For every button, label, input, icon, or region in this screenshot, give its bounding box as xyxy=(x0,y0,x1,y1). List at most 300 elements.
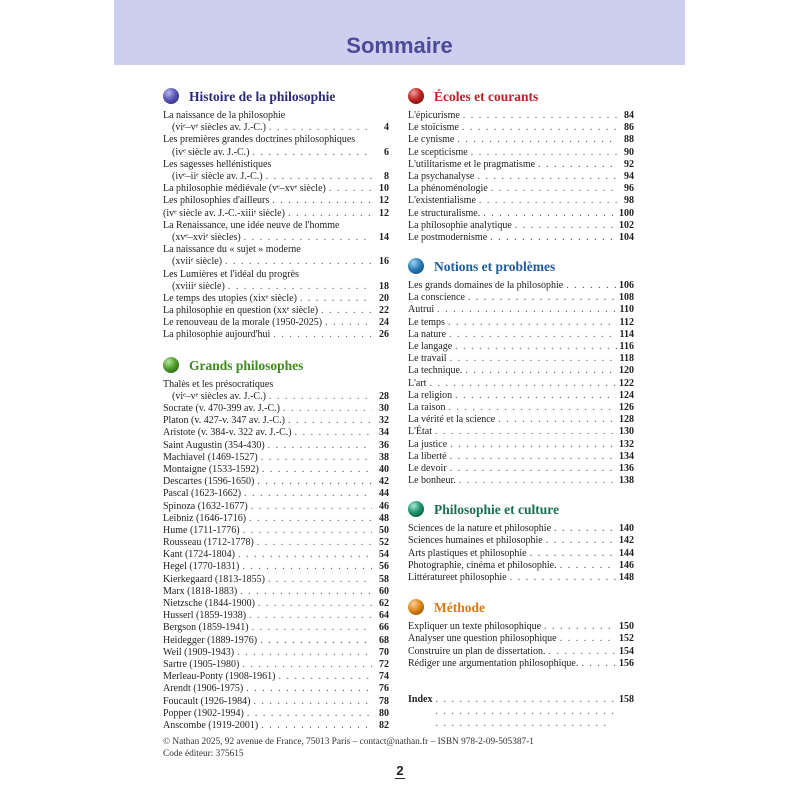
toc-section xyxy=(408,86,634,244)
toc-entry-title: La raison xyxy=(408,401,446,413)
toc-entry[interactable] xyxy=(163,110,389,134)
toc-entry-title: La phénoménologie xyxy=(408,183,488,195)
toc-entry-title: Le postmodernisme xyxy=(408,231,488,243)
toc-entry-title: Arendt (1906-1975) xyxy=(163,683,244,695)
toc-entry[interactable] xyxy=(163,683,389,695)
section-title: Grands philosophes xyxy=(189,357,304,373)
toc-entry[interactable] xyxy=(163,598,389,610)
section-spacer xyxy=(163,342,389,355)
toc-page-number: 26 xyxy=(379,329,389,341)
toc-entry-title: Aristote (v. 384-v. 322 av. J.-C.) xyxy=(163,427,292,439)
toc-entry[interactable] xyxy=(163,293,389,305)
dot-leader xyxy=(530,548,616,560)
toc-entry-title: Rousseau (1712-1778) xyxy=(163,537,254,549)
toc-entry[interactable] xyxy=(163,708,389,720)
toc-entry[interactable] xyxy=(408,353,634,365)
toc-entry-title: La naissance du « sujet » moderne xyxy=(163,244,301,256)
toc-entry[interactable] xyxy=(163,415,389,427)
dot-leader xyxy=(429,378,616,390)
dot-leader xyxy=(244,488,372,500)
toc-entry-title: Spinoza (1632-1677) xyxy=(163,500,248,512)
dot-leader xyxy=(242,561,372,573)
toc-entry[interactable] xyxy=(408,535,634,547)
dot-leader xyxy=(251,501,372,513)
toc-entry[interactable] xyxy=(163,208,389,220)
toc-entry[interactable] xyxy=(163,488,389,500)
green-ball-icon xyxy=(163,357,179,373)
toc-entry[interactable] xyxy=(163,427,389,439)
toc-entry-title: Marx (1818-1883) xyxy=(163,585,238,597)
toc-entry-list xyxy=(408,280,634,487)
toc-page-number: 88 xyxy=(624,134,634,146)
toc-page-number: 12 xyxy=(379,207,389,219)
dot-leader xyxy=(435,694,616,730)
toc-entry-list xyxy=(163,379,389,732)
toc-entry-title: Descartes (1596-1650) xyxy=(163,476,255,488)
toc-page-number: 130 xyxy=(619,426,634,438)
toc-page-number: 54 xyxy=(379,549,389,561)
toc-entry-title: (ivᵉ siècle av. J.-C.) xyxy=(172,146,250,158)
toc-page-number: 64 xyxy=(379,610,389,622)
toc-entry[interactable] xyxy=(408,646,634,658)
toc-entry-title: Le bonheur. xyxy=(408,475,456,487)
toc-entry[interactable] xyxy=(408,390,634,402)
toc-entry[interactable] xyxy=(163,513,389,525)
toc-entry[interactable] xyxy=(163,537,389,549)
toc-page-number: 6 xyxy=(384,146,389,158)
toc-entry[interactable] xyxy=(408,122,634,134)
dot-leader xyxy=(455,390,616,402)
toc-page-number: 86 xyxy=(624,122,634,134)
page-title: Sommaire xyxy=(346,33,453,58)
dot-leader xyxy=(268,440,372,452)
toc-entry[interactable] xyxy=(163,317,389,329)
toc-page-number: 124 xyxy=(619,389,634,401)
toc-entry[interactable] xyxy=(408,159,634,171)
toc-section xyxy=(163,86,389,342)
section-spacer xyxy=(408,487,634,499)
toc-page-number: 36 xyxy=(379,439,389,451)
dot-leader xyxy=(483,208,616,220)
toc-entry-title: Littératureet philosophie xyxy=(408,572,507,583)
toc-page-number: 58 xyxy=(379,573,389,585)
dot-leader xyxy=(329,183,372,195)
dot-leader xyxy=(268,574,372,586)
toc-entry-title: Les sagesses hellénistiques xyxy=(163,158,272,170)
toc-page-number: 126 xyxy=(619,401,634,413)
toc-entry-title: Les premières grandes doctrines philosophiques xyxy=(163,134,356,146)
toc-page-number: 32 xyxy=(379,415,389,427)
header-band xyxy=(114,0,685,65)
toc-entry-title: Le structuralisme. xyxy=(408,207,481,219)
toc-entry-title: Le temps xyxy=(408,316,445,328)
toc-entry[interactable] xyxy=(408,110,634,122)
toc-entry[interactable] xyxy=(408,171,634,183)
dot-leader xyxy=(450,463,616,475)
toc-entry-title: Sartre (1905-1980) xyxy=(163,658,240,670)
toc-entry[interactable] xyxy=(408,475,634,487)
toc-entry[interactable] xyxy=(408,208,634,220)
toc-entry[interactable] xyxy=(408,402,634,414)
toc-entry[interactable] xyxy=(408,134,634,146)
toc-entry-title: Le langage xyxy=(408,341,453,352)
dot-leader xyxy=(278,671,372,683)
toc-entry-title: Popper (1902-1994) xyxy=(163,707,244,719)
toc-page-number: 148 xyxy=(619,572,634,583)
dot-leader xyxy=(479,195,617,207)
toc-entry-title: La philosophie analytique xyxy=(408,219,512,231)
toc-entry[interactable] xyxy=(408,329,634,341)
right-column xyxy=(408,86,634,730)
toc-entry-title: Sciences humaines et philosophie xyxy=(408,535,543,547)
toc-entry[interactable] xyxy=(163,647,389,659)
publisher-code-line: Code éditeur: 375615 xyxy=(163,748,244,759)
toc-page-number: 118 xyxy=(619,353,634,365)
page-number xyxy=(0,763,800,778)
toc-entry-title: (xviiiᵉ siècle) xyxy=(172,280,225,292)
toc-entry-title: La justice xyxy=(408,438,448,450)
section-heading xyxy=(408,597,634,619)
toc-entry[interactable] xyxy=(163,183,389,195)
toc-page-number: 28 xyxy=(379,390,389,402)
toc-page-number: 60 xyxy=(379,585,389,597)
toc-page-number: 84 xyxy=(624,110,634,121)
toc-page-number: 154 xyxy=(619,645,634,657)
dot-leader xyxy=(448,317,617,329)
toc-entry-title: La liberté xyxy=(408,450,447,462)
dot-leader xyxy=(257,476,372,488)
dot-leader xyxy=(260,635,372,647)
toc-page-number: 152 xyxy=(619,633,634,645)
toc-section xyxy=(408,256,634,487)
toc-page-number: 20 xyxy=(379,292,389,304)
dot-leader xyxy=(560,633,616,645)
section-spacer xyxy=(408,584,634,597)
toc-entry-title: Nietzsche (1844-1900) xyxy=(163,598,255,610)
toc-page-number: 68 xyxy=(379,634,389,646)
toc-entry-title: Kant (1724-1804) xyxy=(163,549,235,561)
toc-entry-title: Les philosophies d'ailleurs xyxy=(163,195,270,207)
toc-entry-title: Le renouveau de la morale (1950-2025) xyxy=(163,317,323,329)
toc-page-number: 22 xyxy=(379,305,389,317)
dot-leader xyxy=(465,365,616,377)
toc-entry-title: (xvᵉ–xviᵉ siècles) xyxy=(172,231,241,243)
dot-leader xyxy=(252,622,372,634)
dot-leader xyxy=(548,646,616,658)
orange-ball-icon xyxy=(408,599,424,615)
dot-leader xyxy=(228,281,372,293)
toc-entry[interactable] xyxy=(408,304,634,316)
toc-entry[interactable] xyxy=(408,220,634,232)
toc-page-number: 40 xyxy=(379,463,389,475)
toc-page-number: 44 xyxy=(379,488,389,500)
toc-entry[interactable] xyxy=(408,365,634,377)
blue-ball-icon xyxy=(408,258,424,274)
toc-entry-title: (viᵉ–vᵉ siècles av. J.-C.) xyxy=(172,390,266,402)
toc-entry[interactable] xyxy=(408,439,634,451)
toc-entry-title: Kierkegaard (1813-1855) xyxy=(163,573,265,585)
section-spacer xyxy=(408,670,634,694)
toc-entry[interactable] xyxy=(163,244,389,268)
toc-entry[interactable] xyxy=(163,622,389,634)
toc-entry-title: La philosophie médiévale (vᵉ–xvᵉ siècle) xyxy=(163,183,326,195)
toc-entry[interactable] xyxy=(163,659,389,671)
toc-entry-title: La psychanalyse xyxy=(408,170,475,182)
toc-page-number: 34 xyxy=(379,427,389,439)
toc-entry[interactable] xyxy=(163,671,389,683)
dot-leader xyxy=(546,535,616,547)
dot-leader xyxy=(544,621,616,633)
toc-page-number: 156 xyxy=(619,657,634,669)
section-title: Écoles et courants xyxy=(434,89,539,104)
dot-leader xyxy=(262,464,372,476)
toc-entry[interactable] xyxy=(163,610,389,622)
dot-leader xyxy=(237,647,372,659)
toc-entry-title: Construire un plan de dissertation. xyxy=(408,645,546,657)
toc-page-number: 4 xyxy=(384,122,389,134)
dot-leader xyxy=(273,329,372,341)
toc-page-number: 108 xyxy=(619,292,634,304)
toc-entry[interactable] xyxy=(163,635,389,647)
toc-entry[interactable] xyxy=(408,232,634,244)
toc-entry[interactable] xyxy=(163,134,389,158)
toc-page-number: 48 xyxy=(379,512,389,524)
toc-entry[interactable] xyxy=(408,523,634,535)
toc-entry[interactable] xyxy=(408,414,634,426)
toc-entry[interactable] xyxy=(163,464,389,476)
toc-entry-title: Le cynisme xyxy=(408,134,455,146)
dot-leader xyxy=(249,610,372,622)
index-label: Index xyxy=(408,693,433,705)
toc-section xyxy=(408,499,634,584)
dot-leader xyxy=(566,280,616,292)
section-heading xyxy=(408,256,634,278)
toc-entry-title: Bergson (1859-1941) xyxy=(163,622,249,634)
toc-entry-title: Hume (1711-1776) xyxy=(163,524,240,536)
section-heading xyxy=(163,355,389,377)
toc-page-number: 128 xyxy=(619,414,634,426)
toc-entry[interactable] xyxy=(163,501,389,513)
toc-entry[interactable] xyxy=(408,183,634,195)
toc-entry-title: La Renaissance, une idée neuve de l'homme xyxy=(163,219,340,231)
dot-leader xyxy=(244,232,372,244)
toc-entry[interactable] xyxy=(163,452,389,464)
toc-page-number: 144 xyxy=(619,547,634,559)
toc-entry-title: Sciences de la nature et philosophie xyxy=(408,523,552,535)
dot-leader xyxy=(288,208,372,220)
toc-entry-index[interactable] xyxy=(408,694,634,730)
toc-entry[interactable] xyxy=(163,220,389,244)
section-title: Histoire de la philosophie xyxy=(189,89,336,104)
toc-entry-title: Le temps des utopies (xixᵉ siècle) xyxy=(163,292,297,304)
toc-page-number: 78 xyxy=(379,695,389,707)
toc-entry-title: Weil (1909-1943) xyxy=(163,646,235,658)
toc-entry-title: L'art xyxy=(408,377,427,389)
toc-entry[interactable] xyxy=(408,548,634,560)
dot-leader xyxy=(257,537,372,549)
toc-entry-title: Leibniz (1646-1716) xyxy=(163,512,247,524)
dot-leader xyxy=(437,304,616,316)
toc-entry-title: (xviiᵉ siècle) xyxy=(172,256,223,268)
toc-entry[interactable] xyxy=(163,549,389,561)
toc-page-number: 116 xyxy=(619,341,634,352)
toc-page-number: 92 xyxy=(624,158,634,170)
dot-leader xyxy=(261,452,372,464)
toc-entry-title: L'utilitarisme et le pragmatisme xyxy=(408,158,536,170)
dot-leader xyxy=(449,402,617,414)
toc-entry-list xyxy=(408,621,634,670)
toc-entry[interactable] xyxy=(163,195,389,207)
toc-entry[interactable] xyxy=(163,305,389,317)
dot-leader xyxy=(246,683,372,695)
index-page-number: 158 xyxy=(619,693,634,705)
toc-entry[interactable] xyxy=(163,696,389,708)
dot-leader xyxy=(450,439,616,451)
toc-entry-title: Arts plastiques et philosophie xyxy=(408,547,527,559)
toc-page-number: 96 xyxy=(624,183,634,195)
toc-page-number: 12 xyxy=(379,195,389,207)
dot-leader xyxy=(457,134,617,146)
toc-entry-title: (viᵉ–vᵉ siècles av. J.-C.) xyxy=(172,122,266,134)
toc-entry-title: Husserl (1859-1938) xyxy=(163,610,247,622)
toc-entry[interactable] xyxy=(163,561,389,573)
toc-page-number: 70 xyxy=(379,646,389,658)
toc-entry[interactable] xyxy=(408,280,634,292)
toc-entry[interactable] xyxy=(408,572,634,584)
toc-entry[interactable] xyxy=(408,463,634,475)
toc-entry-list xyxy=(163,110,389,342)
toc-entry[interactable] xyxy=(408,341,634,353)
toc-page-number: 106 xyxy=(619,280,634,292)
toc-entry[interactable] xyxy=(163,476,389,488)
toc-entry-title: Foucault (1926-1984) xyxy=(163,695,251,707)
toc-page-number: 138 xyxy=(619,475,634,487)
toc-entry[interactable] xyxy=(163,574,389,586)
section-heading xyxy=(163,86,389,108)
dot-leader xyxy=(249,513,372,525)
dot-leader xyxy=(254,696,373,708)
dot-leader xyxy=(240,586,372,598)
toc-page-number: 98 xyxy=(624,195,634,207)
toc-entry[interactable] xyxy=(408,451,634,463)
dot-leader xyxy=(269,391,372,403)
toc-entry[interactable] xyxy=(408,560,634,572)
toc-page-number: 50 xyxy=(379,524,389,536)
toc-page-number: 38 xyxy=(379,451,389,463)
dot-leader xyxy=(498,414,616,426)
dot-leader xyxy=(435,426,616,438)
dot-leader xyxy=(462,122,617,134)
toc-entry[interactable] xyxy=(408,633,634,645)
section-title: Philosophie et culture xyxy=(434,502,560,518)
toc-entry-title: Socrate (v. 470-399 av. J.-C.) xyxy=(163,403,281,415)
toc-entry-title: (ivᵉ siècle av. J.-C.-xiiiᵉ siècle) xyxy=(163,207,285,219)
toc-entry[interactable] xyxy=(163,269,389,293)
toc-page-number: 102 xyxy=(619,219,634,231)
dot-leader xyxy=(450,353,617,365)
toc-entry-list xyxy=(408,523,634,584)
toc-entry[interactable] xyxy=(163,586,389,598)
toc-page-number: 114 xyxy=(619,328,634,340)
toc-page-number: 56 xyxy=(379,561,389,573)
toc-entry-title: Anscombe (1919-2001) xyxy=(163,719,259,731)
toc-entry-title: Machiavel (1469-1527) xyxy=(163,451,258,463)
toc-entry[interactable] xyxy=(408,621,634,633)
toc-section xyxy=(408,597,634,670)
toc-entry-title: Hegel (1770-1831) xyxy=(163,561,240,573)
toc-page-number: 24 xyxy=(379,317,389,329)
dot-leader xyxy=(538,159,617,171)
dot-leader xyxy=(300,293,372,305)
dot-leader xyxy=(510,572,616,584)
toc-entry[interactable] xyxy=(408,658,634,670)
toc-entry-title: Photographie, cinéma et philosophie. xyxy=(408,559,557,571)
toc-entry-title: La technique. xyxy=(408,365,463,377)
toc-entry-title: La vérité et la science xyxy=(408,414,496,426)
toc-entry[interactable] xyxy=(408,317,634,329)
toc-page-number: 8 xyxy=(384,170,389,182)
toc-entry-title: Le devoir xyxy=(408,462,447,474)
toc-entry[interactable] xyxy=(163,329,389,341)
toc-entry[interactable] xyxy=(408,426,634,438)
toc-entry-title: Les grands domaines de la philosophie xyxy=(408,280,564,292)
dot-leader xyxy=(490,232,616,244)
toc-page-number: 46 xyxy=(379,500,389,512)
toc-entry[interactable] xyxy=(163,525,389,537)
toc-entry-title: Pascal (1623-1662) xyxy=(163,488,242,500)
dot-leader xyxy=(463,110,617,122)
toc-entry[interactable] xyxy=(163,403,389,415)
dot-leader xyxy=(272,195,372,207)
toc-entry[interactable] xyxy=(163,720,389,732)
dot-leader xyxy=(243,525,372,537)
toc-page-number: 62 xyxy=(379,598,389,610)
toc-entry-title: Saint Augustin (354-430) xyxy=(163,439,265,451)
section-heading xyxy=(408,86,634,108)
toc-entry-title: La nature xyxy=(408,328,447,340)
toc-entry-title: Platon (v. 427-v. 347 av. J.-C.) xyxy=(163,415,285,427)
toc-page-number: 120 xyxy=(619,365,634,377)
toc-entry-title: La religion xyxy=(408,389,453,401)
copyright-line: © Nathan 2025, 92 avenue de France, 75013 Paris – contact@nathan.fr – ISBN 978-2-09-505387-1 xyxy=(163,737,534,747)
toc-entry-title: Thalès et les présocratiques xyxy=(163,378,274,390)
red-ball-icon xyxy=(408,88,424,104)
toc-entry[interactable] xyxy=(408,195,634,207)
toc-page-number: 76 xyxy=(379,683,389,695)
toc-entry-title: La philosophie en question (xxᵉ siècle) xyxy=(163,305,319,317)
toc-page-number: 72 xyxy=(379,658,389,670)
toc-entry-title: La philosophie aujourd'hui xyxy=(163,329,271,341)
toc-entry[interactable] xyxy=(163,159,389,183)
toc-entry[interactable] xyxy=(163,440,389,452)
toc-page-number: 90 xyxy=(624,146,634,158)
toc-entry[interactable] xyxy=(408,378,634,390)
toc-entry-title: La naissance de la philosophie xyxy=(163,110,286,121)
toc-page-number: 146 xyxy=(619,559,634,571)
toc-entry-title: Le scepticisme xyxy=(408,146,468,158)
toc-page-number: 112 xyxy=(619,316,634,328)
toc-page-number: 94 xyxy=(624,170,634,182)
toc-page-number: 14 xyxy=(379,231,389,243)
toc-entry[interactable] xyxy=(163,379,389,403)
toc-page-number: 136 xyxy=(619,462,634,474)
toc-page-number: 52 xyxy=(379,537,389,549)
toc-entry[interactable] xyxy=(408,292,634,304)
toc-entry[interactable] xyxy=(408,147,634,159)
dot-leader xyxy=(471,147,617,159)
dot-leader xyxy=(269,122,372,134)
dot-leader xyxy=(449,329,617,341)
